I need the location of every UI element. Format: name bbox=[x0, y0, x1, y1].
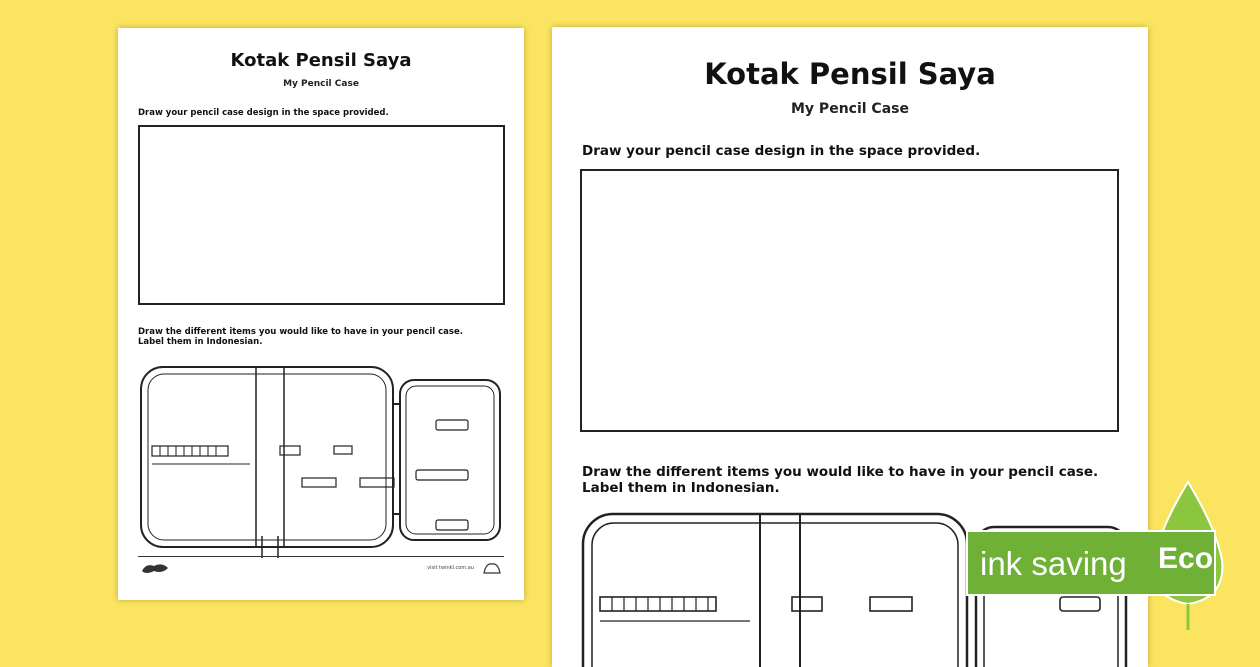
instruction-design: Draw your pencil case design in the space provided. bbox=[138, 108, 389, 118]
footer-divider bbox=[138, 556, 504, 557]
worksheet-title: Kotak Pensil Saya bbox=[704, 57, 996, 91]
instruction-items-line2: Label them in Indonesian. bbox=[582, 480, 780, 497]
design-drawing-box bbox=[138, 125, 505, 305]
worksheet-subtitle: My Pencil Case bbox=[791, 101, 909, 117]
twinkl-logo-icon bbox=[140, 561, 170, 575]
design-drawing-box bbox=[580, 169, 1119, 432]
instruction-items-line1: Draw the different items you would like to have in your pencil case. bbox=[582, 464, 1099, 480]
instruction-items-line1: Draw the different items you would like to have in your pencil case. bbox=[138, 327, 463, 337]
worksheet-page-small bbox=[118, 28, 524, 600]
pencil-case-illustration bbox=[138, 364, 508, 560]
instruction-design: Draw your pencil case design in the space provided. bbox=[582, 143, 981, 159]
worksheet-title: Kotak Pensil Saya bbox=[230, 50, 412, 71]
footer-badge-icon bbox=[482, 561, 502, 575]
ink-saving-label: ink saving bbox=[980, 545, 1127, 582]
worksheet-subtitle: My Pencil Case bbox=[283, 79, 359, 89]
eco-label: Eco bbox=[1158, 542, 1214, 575]
ink-saving-eco-badge bbox=[966, 480, 1260, 630]
instruction-items bbox=[138, 327, 508, 347]
footer-url: visit twinkl.com.au bbox=[427, 565, 474, 571]
instruction-items-line2: Label them in Indonesian. bbox=[138, 337, 263, 348]
